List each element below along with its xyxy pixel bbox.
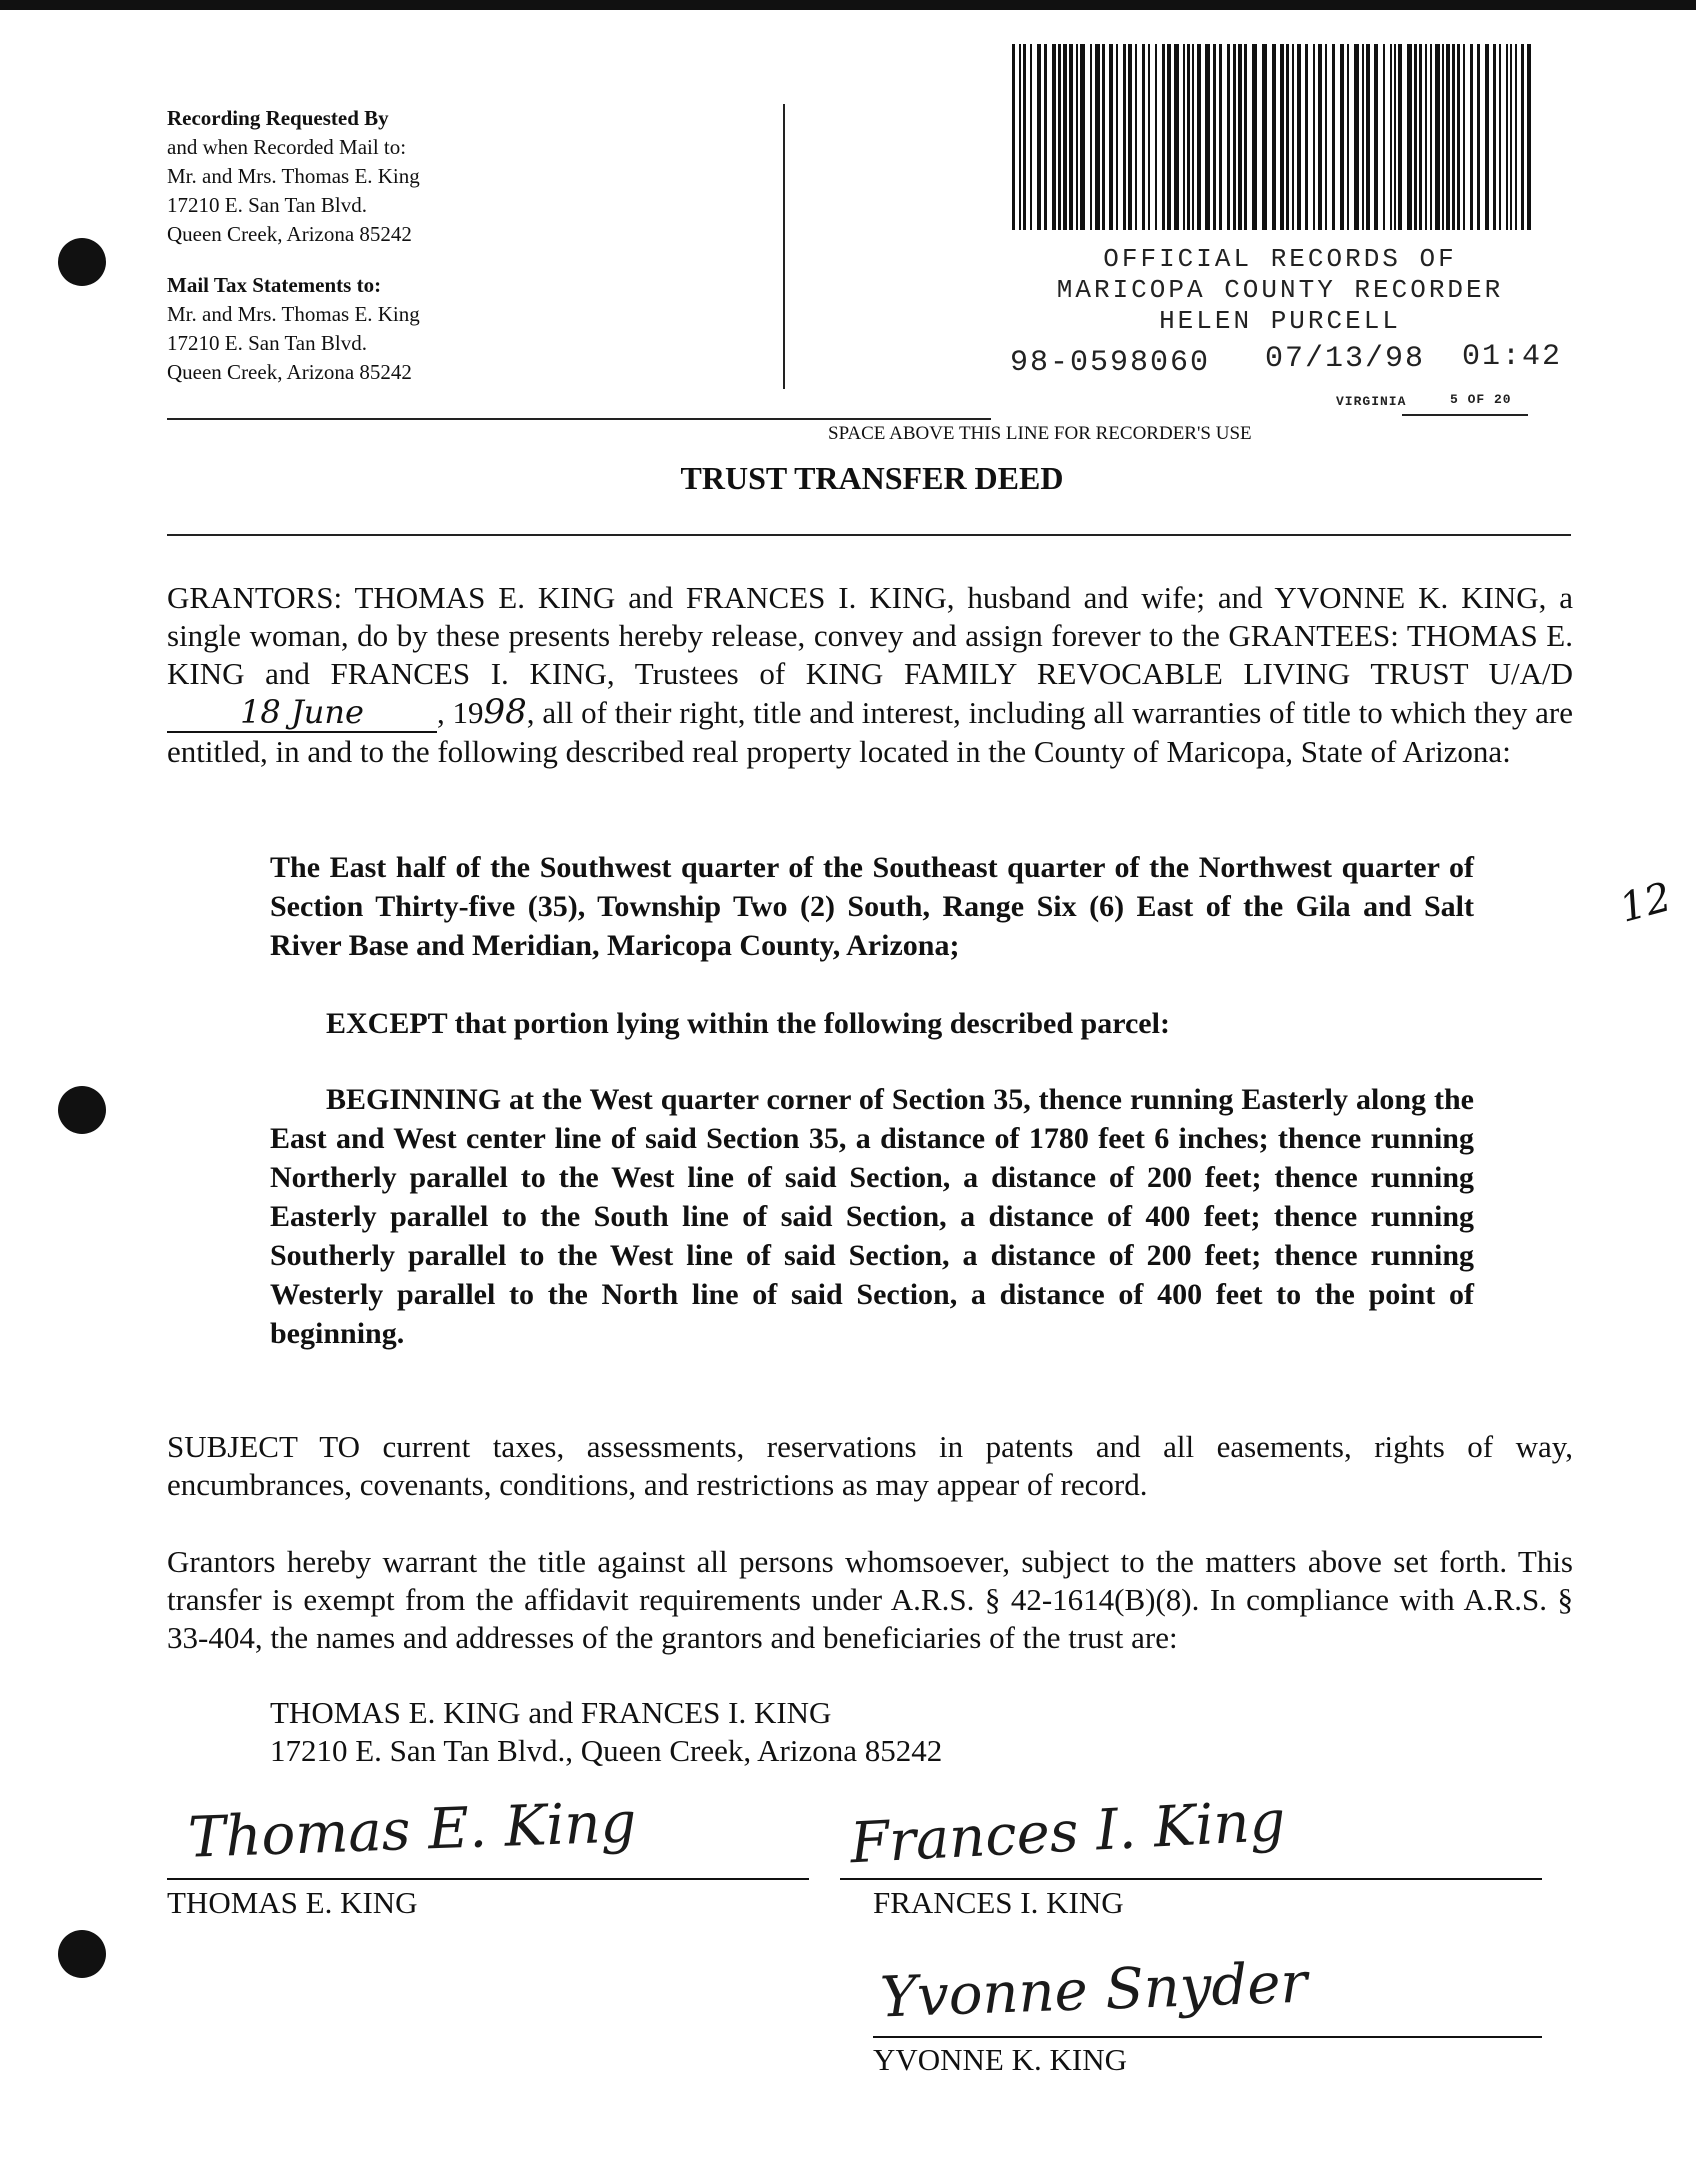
recorder-space-note: SPACE ABOVE THIS LINE FOR RECORDER'S USE bbox=[828, 423, 1252, 444]
barcode-bar bbox=[1499, 44, 1501, 230]
barcode-bar bbox=[1219, 44, 1222, 230]
punch-hole-bottom bbox=[58, 1930, 106, 1978]
barcode-bar bbox=[1095, 44, 1100, 230]
title-rule bbox=[167, 534, 1571, 536]
barcode-bar bbox=[1332, 44, 1335, 230]
barcode-bar bbox=[1205, 44, 1210, 230]
barcode-bar bbox=[1192, 44, 1194, 230]
barcode-bar bbox=[1398, 44, 1402, 230]
barcode-bar bbox=[1123, 44, 1126, 230]
tax-address-line: Mr. and Mrs. Thomas E. King bbox=[167, 302, 420, 326]
recorder-line-2: MARICOPA COUNTY RECORDER bbox=[1056, 275, 1504, 305]
barcode-bar bbox=[1272, 44, 1276, 230]
tax-address-line: 17210 E. San Tan Blvd. bbox=[167, 331, 367, 355]
barcode-bar bbox=[1394, 44, 1396, 230]
barcode-bar bbox=[1374, 44, 1378, 230]
barcode-bar bbox=[1510, 44, 1512, 230]
barcode-bar bbox=[1128, 44, 1132, 230]
beginning-text: BEGINNING at the West quarter corner of Section 35, thence running Easterly along the East and West center line of said Section 35, a distance of 1780 feet 6 inches; thence running Northerly parallel to the West line of said Section, a distance of 200 feet; thence running Easterly parallel to the South line of said Section, a distance of 400 feet; thence running Southerly parallel to the West line of said Section, a distance of 200 feet; thence running Westerly parallel to the North line of said Section, a distance of 400 feet to the point of beginning. bbox=[270, 1083, 1474, 1350]
signature-line-frances bbox=[840, 1878, 1542, 1880]
document-number: 98-0598060 bbox=[1010, 346, 1211, 380]
signer-name-frances: FRANCES I. KING bbox=[873, 1885, 1124, 1920]
recorder-line-3: HELEN PURCELL bbox=[1159, 306, 1401, 336]
barcode-bar bbox=[1446, 44, 1450, 230]
signature-yvonne: Yvonne Snyder bbox=[878, 1950, 1309, 2031]
barcode-bar bbox=[1019, 44, 1021, 230]
barcode-bar bbox=[1414, 44, 1417, 230]
legal-description: The East half of the Southwest quarter of the Southeast quarter of the Northwest quarter of Section Thirty-five (35), Township Two (2) South, Range Six (6) East of the Gila and Salt River Base and Meridian, Maricopa County, Arizona; bbox=[270, 851, 1474, 962]
barcode-bar bbox=[1425, 44, 1427, 230]
barcode-bar bbox=[1109, 44, 1113, 230]
subject-to-paragraph: SUBJECT TO current taxes, assessments, reservations in patents and all easements, rights of way, encumbrances, covenants, conditions, and restrictions as may appear of record. bbox=[167, 1429, 1573, 1502]
barcode-bar bbox=[1485, 44, 1489, 230]
barcode-bar bbox=[1457, 44, 1460, 230]
barcode-bar bbox=[1430, 44, 1432, 230]
barcode-bar bbox=[1286, 44, 1289, 230]
punch-hole-middle bbox=[58, 1086, 106, 1134]
year-fill: 98 bbox=[483, 692, 527, 732]
except-clause: EXCEPT that portion lying within the following described parcel: bbox=[326, 1007, 1170, 1040]
barcode-bar bbox=[1407, 44, 1412, 230]
barcode-bar bbox=[1142, 44, 1145, 230]
barcode-bar bbox=[1419, 44, 1422, 230]
barcode-bar bbox=[1325, 44, 1327, 230]
barcode-bar bbox=[1297, 44, 1301, 230]
recorder-stamp bbox=[1000, 244, 1560, 337]
barcode-bar bbox=[1044, 44, 1047, 230]
barcode-bar bbox=[1076, 44, 1078, 230]
barcode-bar bbox=[1521, 44, 1524, 230]
barcode-bar bbox=[1252, 44, 1257, 230]
scan-top-edge bbox=[0, 0, 1696, 10]
trust-date-fill: 18 June bbox=[167, 693, 437, 733]
request-address-line: Queen Creek, Arizona 85242 bbox=[167, 222, 412, 246]
signature-thomas: Thomas E. King bbox=[187, 1790, 638, 1871]
barcode-bar bbox=[1102, 44, 1105, 230]
barcode-bar bbox=[1362, 44, 1364, 230]
barcode-bar bbox=[1037, 44, 1041, 230]
punch-hole-top bbox=[58, 238, 106, 286]
barcode-bar bbox=[1023, 44, 1026, 230]
barcode-bar bbox=[1090, 44, 1092, 230]
barcode-bar bbox=[1435, 44, 1440, 230]
tax-address-line: Queen Creek, Arizona 85242 bbox=[167, 360, 412, 384]
recorder-clerk: VIRGINIA bbox=[1336, 394, 1407, 409]
barcode-bar bbox=[1162, 44, 1165, 230]
request-address-line: 17210 E. San Tan Blvd. bbox=[167, 193, 367, 217]
grantors-paragraph bbox=[167, 579, 1573, 771]
signer-name-yvonne: YVONNE K. KING bbox=[873, 2042, 1127, 2077]
barcode-bar bbox=[1233, 44, 1236, 230]
barcode-bar bbox=[1155, 44, 1157, 230]
barcode-bar bbox=[1030, 44, 1032, 230]
barcode-bar bbox=[1318, 44, 1322, 230]
header-divider bbox=[783, 104, 785, 389]
barcode-bar bbox=[1262, 44, 1267, 230]
barcode-bar bbox=[1080, 44, 1085, 230]
barcode-bar bbox=[1012, 44, 1015, 230]
barcode-bar bbox=[1390, 44, 1392, 230]
barcode-bar bbox=[1227, 44, 1230, 230]
recorder-line-1: OFFICIAL RECORDS OF bbox=[1103, 244, 1457, 274]
beneficiaries-block bbox=[270, 1694, 942, 1770]
barcode-bar bbox=[1313, 44, 1315, 230]
barcode-bar bbox=[1493, 44, 1496, 230]
signature-line-yvonne bbox=[873, 2036, 1542, 2038]
signature-frances: Frances I. King bbox=[848, 1788, 1287, 1877]
barcode-bar bbox=[1052, 44, 1056, 230]
barcode-bar bbox=[1506, 44, 1508, 230]
request-address-line: Mr. and Mrs. Thomas E. King bbox=[167, 164, 420, 188]
barcode-bar bbox=[1148, 44, 1150, 230]
barcode-bar bbox=[1069, 44, 1073, 230]
barcode-bar bbox=[1058, 44, 1061, 230]
recorder-space-rule bbox=[167, 418, 991, 420]
recording-date: 07/13/98 bbox=[1265, 342, 1426, 376]
beneficiaries-names: THOMAS E. KING and FRANCES I. KING bbox=[270, 1695, 832, 1730]
barcode-bar bbox=[1452, 44, 1455, 230]
barcode-bar bbox=[1280, 44, 1284, 230]
barcode-bar bbox=[1116, 44, 1118, 230]
grantors-text-start: GRANTORS: THOMAS E. KING and FRANCES I. KING, husband and wife; and YVONNE K. KING, a single woman, do by these presents hereby release, convey and assign forever to the GRANTEES: THOMAS E. KING and FRANCES I. KING, Trustees of KING FAMILY REVOCABLE LIVING TRUST U/A/D bbox=[167, 580, 1573, 691]
barcode-bar bbox=[1174, 44, 1179, 230]
barcode bbox=[1008, 44, 1538, 234]
grantors-text-end: , all of their right, title and interest, including all warranties of title to which they are entitled, in and to the following described real property located in the County of Maricopa, State of Arizona: bbox=[167, 695, 1574, 769]
barcode-bar bbox=[1238, 44, 1242, 230]
barcode-bar bbox=[1470, 44, 1473, 230]
barcode-bar bbox=[1135, 44, 1137, 230]
barcode-bar bbox=[1187, 44, 1190, 230]
signature-line-thomas bbox=[167, 1878, 809, 1880]
year-prefix: , 19 bbox=[437, 695, 484, 730]
barcode-bar bbox=[1183, 44, 1185, 230]
barcode-bar bbox=[1063, 44, 1067, 230]
barcode-bar bbox=[1442, 44, 1444, 230]
recorder-stamp-rule bbox=[1402, 414, 1528, 416]
barcode-bar bbox=[1515, 44, 1517, 230]
barcode-bar bbox=[1244, 44, 1247, 230]
barcode-bar bbox=[1354, 44, 1359, 230]
beneficiaries-address: 17210 E. San Tan Blvd., Queen Creek, Arizona 85242 bbox=[270, 1733, 943, 1768]
barcode-bar bbox=[1366, 44, 1370, 230]
barcode-bar bbox=[1292, 44, 1294, 230]
barcode-bar bbox=[1213, 44, 1216, 230]
recorder-page-count: 5 OF 20 bbox=[1450, 392, 1512, 407]
barcode-bar bbox=[1527, 44, 1531, 230]
barcode-bar bbox=[1463, 44, 1465, 230]
recording-time: 01:42 bbox=[1462, 340, 1563, 374]
barcode-bar bbox=[1197, 44, 1201, 230]
barcode-bar bbox=[1340, 44, 1344, 230]
barcode-bar bbox=[1383, 44, 1385, 230]
barcode-bar bbox=[1347, 44, 1349, 230]
recording-request-heading: Recording Requested By bbox=[167, 106, 389, 130]
beginning-description bbox=[270, 1080, 1474, 1353]
recording-request-sub: and when Recorded Mail to: bbox=[167, 135, 407, 159]
margin-note: 12 bbox=[1614, 874, 1676, 932]
recording-request-block bbox=[167, 104, 727, 387]
barcode-bar bbox=[1305, 44, 1308, 230]
barcode-bar bbox=[1477, 44, 1480, 230]
tax-statement-heading: Mail Tax Statements to: bbox=[167, 273, 382, 297]
barcode-bar bbox=[1167, 44, 1171, 230]
deed-title: TRUST TRANSFER DEED bbox=[680, 460, 1064, 496]
warranty-paragraph: Grantors hereby warrant the title against all persons whomsoever, subject to the matters above set forth. This transfer is exempt from the affidavit requirements under A.R.S. § 42-1614(B)(8). In compliance with A.R.S. § 33-404, the names and addresses of the grantors and beneficiaries of the trust are: bbox=[167, 1544, 1573, 1655]
signer-name-thomas: THOMAS E. KING bbox=[167, 1885, 418, 1920]
